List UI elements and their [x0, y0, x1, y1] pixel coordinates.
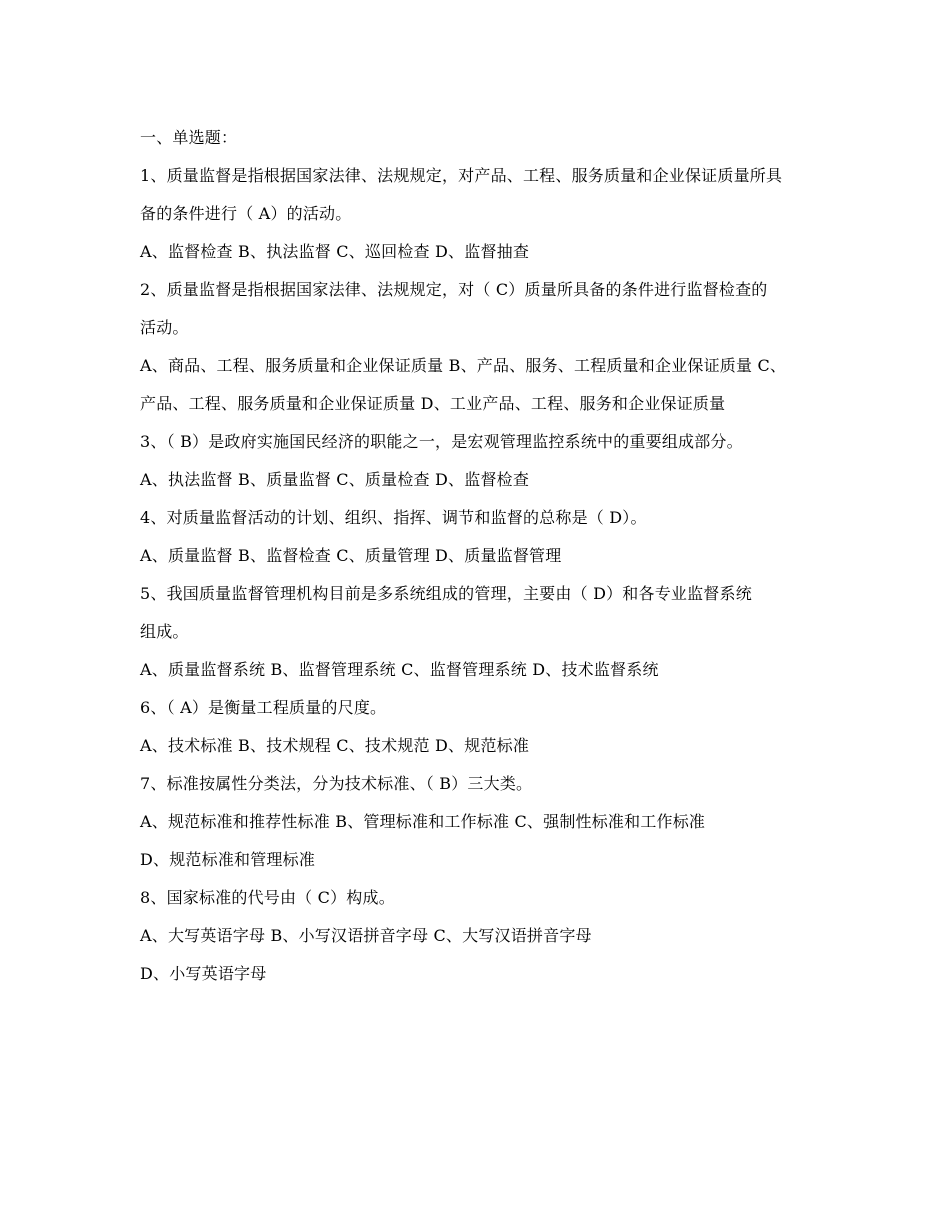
question-2-options: A、商品、工程、服务质量和企业保证质量 B、产品、服务、工程质量和企业保证质量 C、 — [140, 356, 787, 375]
question-8-options: A、大写英语字母 B、小写汉语拼音字母 C、大写汉语拼音字母 — [140, 926, 592, 945]
question-1-text: 1、质量监督是指根据国家法律、法规规定，对产品、工程、服务质量和企业保证质量所具 — [140, 166, 783, 185]
question-5-options: A、质量监督系统 B、监督管理系统 C、监督管理系统 D、技术监督系统 — [140, 660, 659, 679]
question-5-text: 5、我国质量监督管理机构目前是多系统组成的管理，主要由（ D）和各专业监督系统 — [140, 584, 752, 603]
question-2-text: 2、质量监督是指根据国家法律、法规规定，对（ C）质量所具备的条件进行监督检查的 — [140, 280, 768, 299]
question-2-text-cont: 活动。 — [140, 318, 189, 337]
question-3-options: A、执法监督 B、质量监督 C、质量检查 D、监督检查 — [140, 470, 530, 489]
question-6-text: 6、（ A）是衡量工程质量的尺度。 — [140, 698, 387, 717]
question-8-options-cont: D、小写英语字母 — [140, 964, 267, 983]
question-5-text-cont: 组成。 — [140, 622, 189, 641]
question-1-options: A、监督检查 B、执法监督 C、巡回检查 D、监督抽查 — [140, 242, 530, 261]
question-7-options-cont: D、规范标准和管理标准 — [140, 850, 316, 869]
section-heading: 一、单选题： — [140, 128, 238, 147]
question-1-text-cont: 备的条件进行（ A）的活动。 — [140, 204, 352, 223]
question-7-text: 7、标准按属性分类法，分为技术标准、（ B）三大类。 — [140, 774, 533, 793]
question-8-text: 8、国家标准的代号由（ C）构成。 — [140, 888, 395, 907]
question-4-options: A、质量监督 B、监督检查 C、质量管理 D、质量监督管理 — [140, 546, 562, 565]
question-7-options: A、规范标准和推荐性标准 B、管理标准和工作标准 C、强制性标准和工作标准 — [140, 812, 706, 831]
question-3-text: 3、（ B）是政府实施国民经济的职能之一，是宏观管理监控系统中的重要组成部分。 — [140, 432, 743, 451]
question-6-options: A、技术标准 B、技术规程 C、技术规范 D、规范标准 — [140, 736, 530, 755]
document-body — [140, 126, 812, 1000]
question-4-text: 4、对质量监督活动的计划、组织、指挥、调节和监督的总称是（ D）。 — [140, 508, 647, 527]
question-2-options-cont: 产品、工程、服务质量和企业保证质量 D、工业产品、工程、服务和企业保证质量 — [140, 394, 726, 413]
